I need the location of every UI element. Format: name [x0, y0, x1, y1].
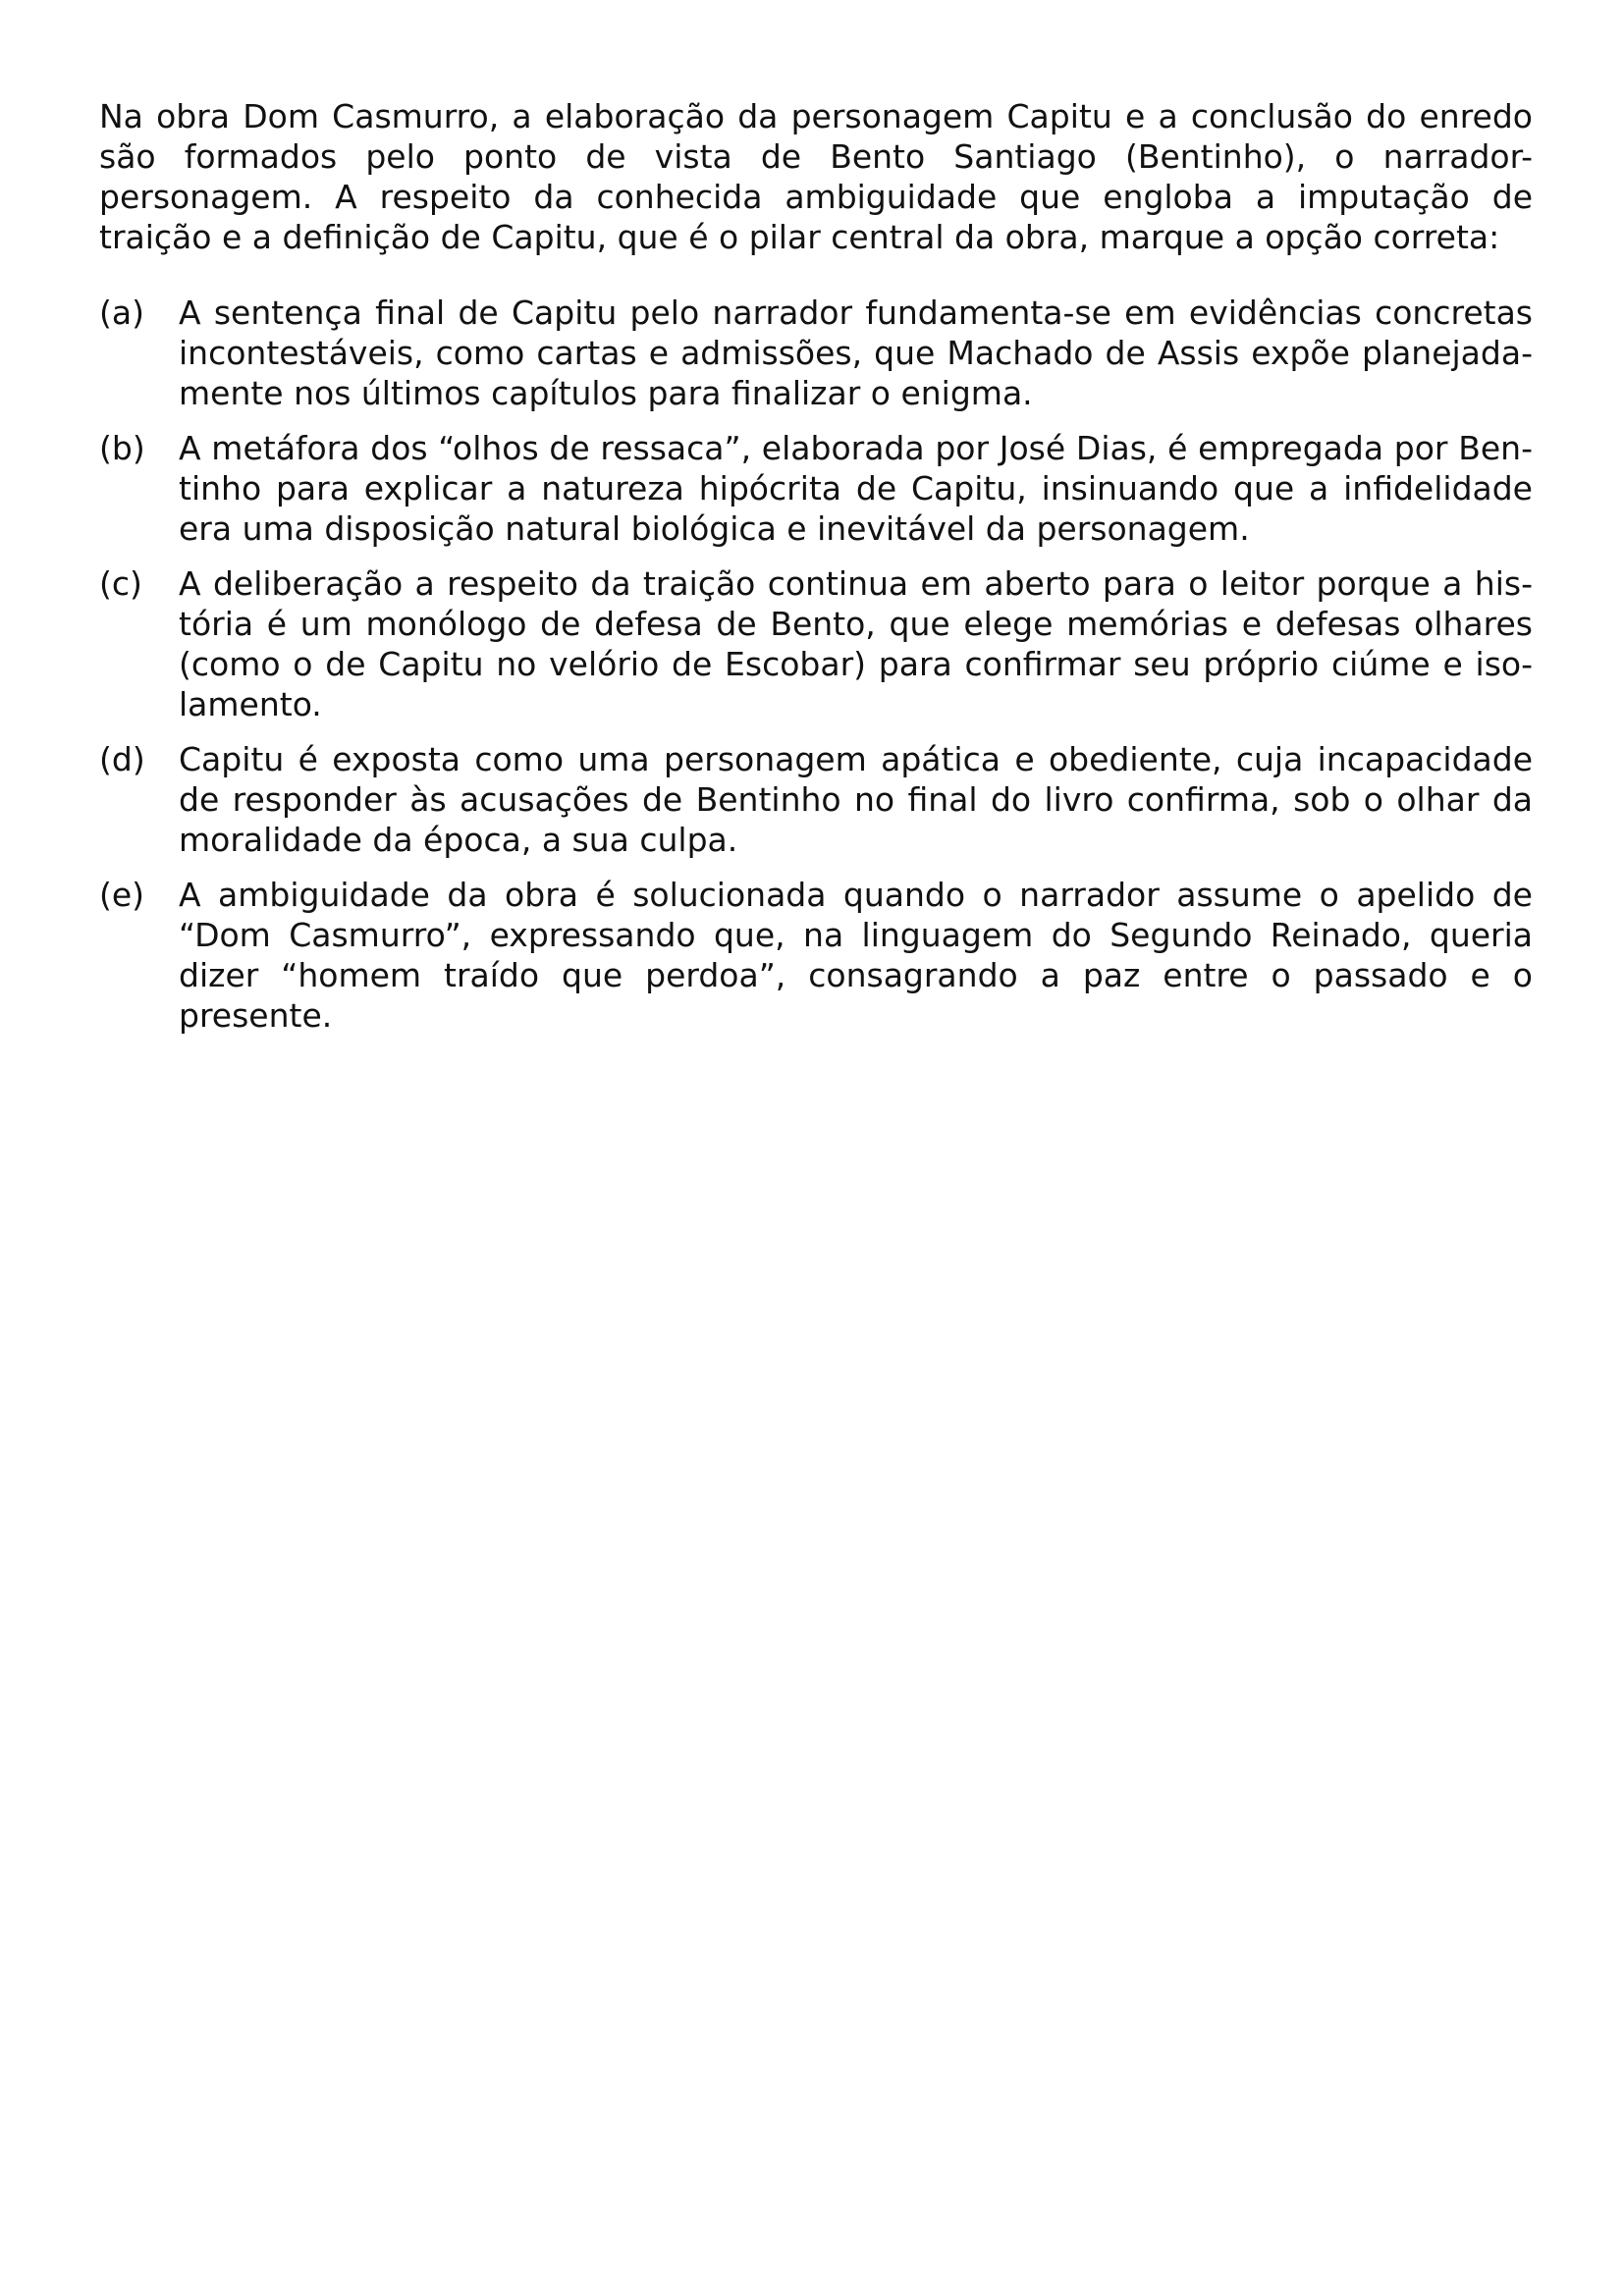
- option-b: [99, 428, 1533, 549]
- option-text: A deliberação a respeito da traição continua em aberto para o leitor porque a história é um monólogo de defesa de Bento, que elege memórias e defesas olhares (como o de Capitu no velório de Escobar) para confirmar seu próprio ciúme e isolamento.: [179, 564, 1533, 723]
- option-letter: (c): [99, 564, 142, 603]
- option-a: [99, 293, 1533, 413]
- option-text: A ambiguidade da obra é solucionada quando o narrador assume o apelido de “Dom Casmurro”, expressando que, na linguagem do Segundo Reinado, queria dizer “homem traído que perdoa”, consagrando a paz entre o passado e o presente.: [179, 876, 1533, 1035]
- option-letter: (a): [99, 294, 144, 332]
- option-text: A metáfora dos “olhos de ressaca”, elaborada por José Dias, é empregada por Bentinho para explicar a natureza hipócrita de Capitu, insinuando que a infidelidade era uma disposição natural biológica e inevitável da personagem.: [179, 429, 1533, 548]
- option-letter: (e): [99, 876, 145, 914]
- option-c: [99, 563, 1533, 724]
- option-text: Capitu é exposta como uma personagem apática e obediente, cuja incapacidade de responder às acusações de Bentinho no final do livro confirma, sob o olhar da moralidade da época, a sua culpa.: [179, 740, 1533, 859]
- question-stem: Na obra Dom Casmurro, a elaboração da personagem Capitu e a conclusão do enredo são formados pelo ponto de vista de Bento Santiago (Bentinho), o narrador-personagem. A respeito da conhecida ambiguidade que engloba a imputação de traição e a definição de Capitu, que é o pilar central da obra, marque a opção correta:: [99, 97, 1533, 256]
- answer-options: [99, 293, 1533, 1036]
- option-d: [99, 739, 1533, 860]
- option-text: A sentença final de Capitu pelo narrador fundamenta-se em evidências concretas incontestáveis, como cartas e admissões, que Machado de Assis expõe planejadamente nos últimos capítulos para finalizar o enigma.: [179, 294, 1533, 412]
- option-e: [99, 875, 1533, 1036]
- option-letter: (d): [99, 740, 145, 778]
- option-letter: (b): [99, 429, 145, 467]
- document-page: [99, 96, 1533, 1050]
